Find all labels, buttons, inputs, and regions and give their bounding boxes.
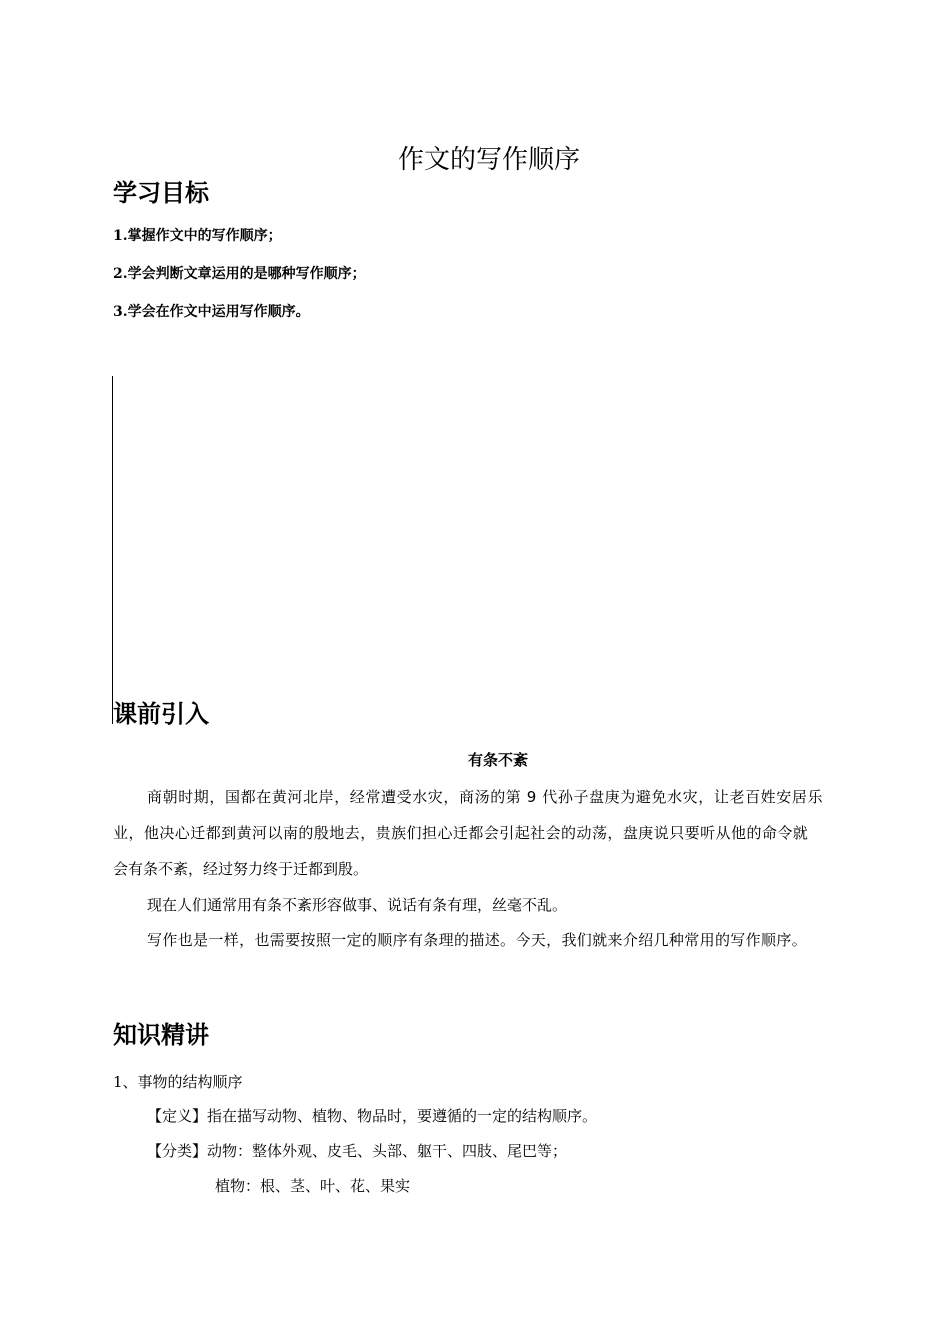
story-title: 有条不紊: [467, 751, 528, 769]
category-plant-text: 植物：根、茎、叶、花、果实: [215, 1177, 411, 1195]
category-tag: 【分类】: [147, 1142, 208, 1160]
definition-tag: 【定义】: [147, 1107, 208, 1125]
page-title: 作文的写作顺序: [397, 145, 580, 175]
definition-row: [147, 1105, 597, 1127]
story-paragraph-line-3: 会有条不紊，经过努力终于迁都到殷。: [113, 860, 369, 878]
story-paragraph-line-2: 业，他决心迁都到黄河以南的殷地去，贵族们担心迁都会引起社会的动荡，盘庚说只要听从他的命令就: [113, 824, 809, 842]
story-paragraph-line-4: 现在人们通常用有条不紊形容做事、说话有条有理，丝毫不乱。: [147, 896, 568, 914]
story-paragraph-line-1: 商朝时期，国都在黄河北岸，经常遭受水灾，商汤的第 9 代孙子盘庚为避免水灾，让老百姓安居乐: [147, 788, 824, 806]
objective-item-2: 2.学会判断文章运用的是哪种写作顺序；: [113, 266, 366, 282]
objectives-heading: 学习目标: [113, 179, 209, 207]
intro-heading: 课前引入: [113, 700, 209, 728]
margin-rule-line: [112, 376, 113, 724]
knowledge-heading: 知识精讲: [113, 1021, 209, 1049]
category-animal-text: 动物：整体外观、皮毛、头部、躯干、四肢、尾巴等；: [207, 1142, 568, 1160]
category-row: [147, 1140, 567, 1162]
objective-item-1: 1.掌握作文中的写作顺序；: [113, 228, 282, 244]
knowledge-section-1-title: 1、事物的结构顺序: [113, 1073, 243, 1091]
story-paragraph-line-5: 写作也是一样，也需要按照一定的顺序有条理的描述。今天，我们就来介绍几种常用的写作顺序。: [147, 931, 808, 949]
definition-text: 指在描写动物、植物、物品时，要遵循的一定的结构顺序。: [207, 1107, 598, 1125]
objective-item-3: 3.学会在作文中运用写作顺序。: [113, 304, 310, 320]
